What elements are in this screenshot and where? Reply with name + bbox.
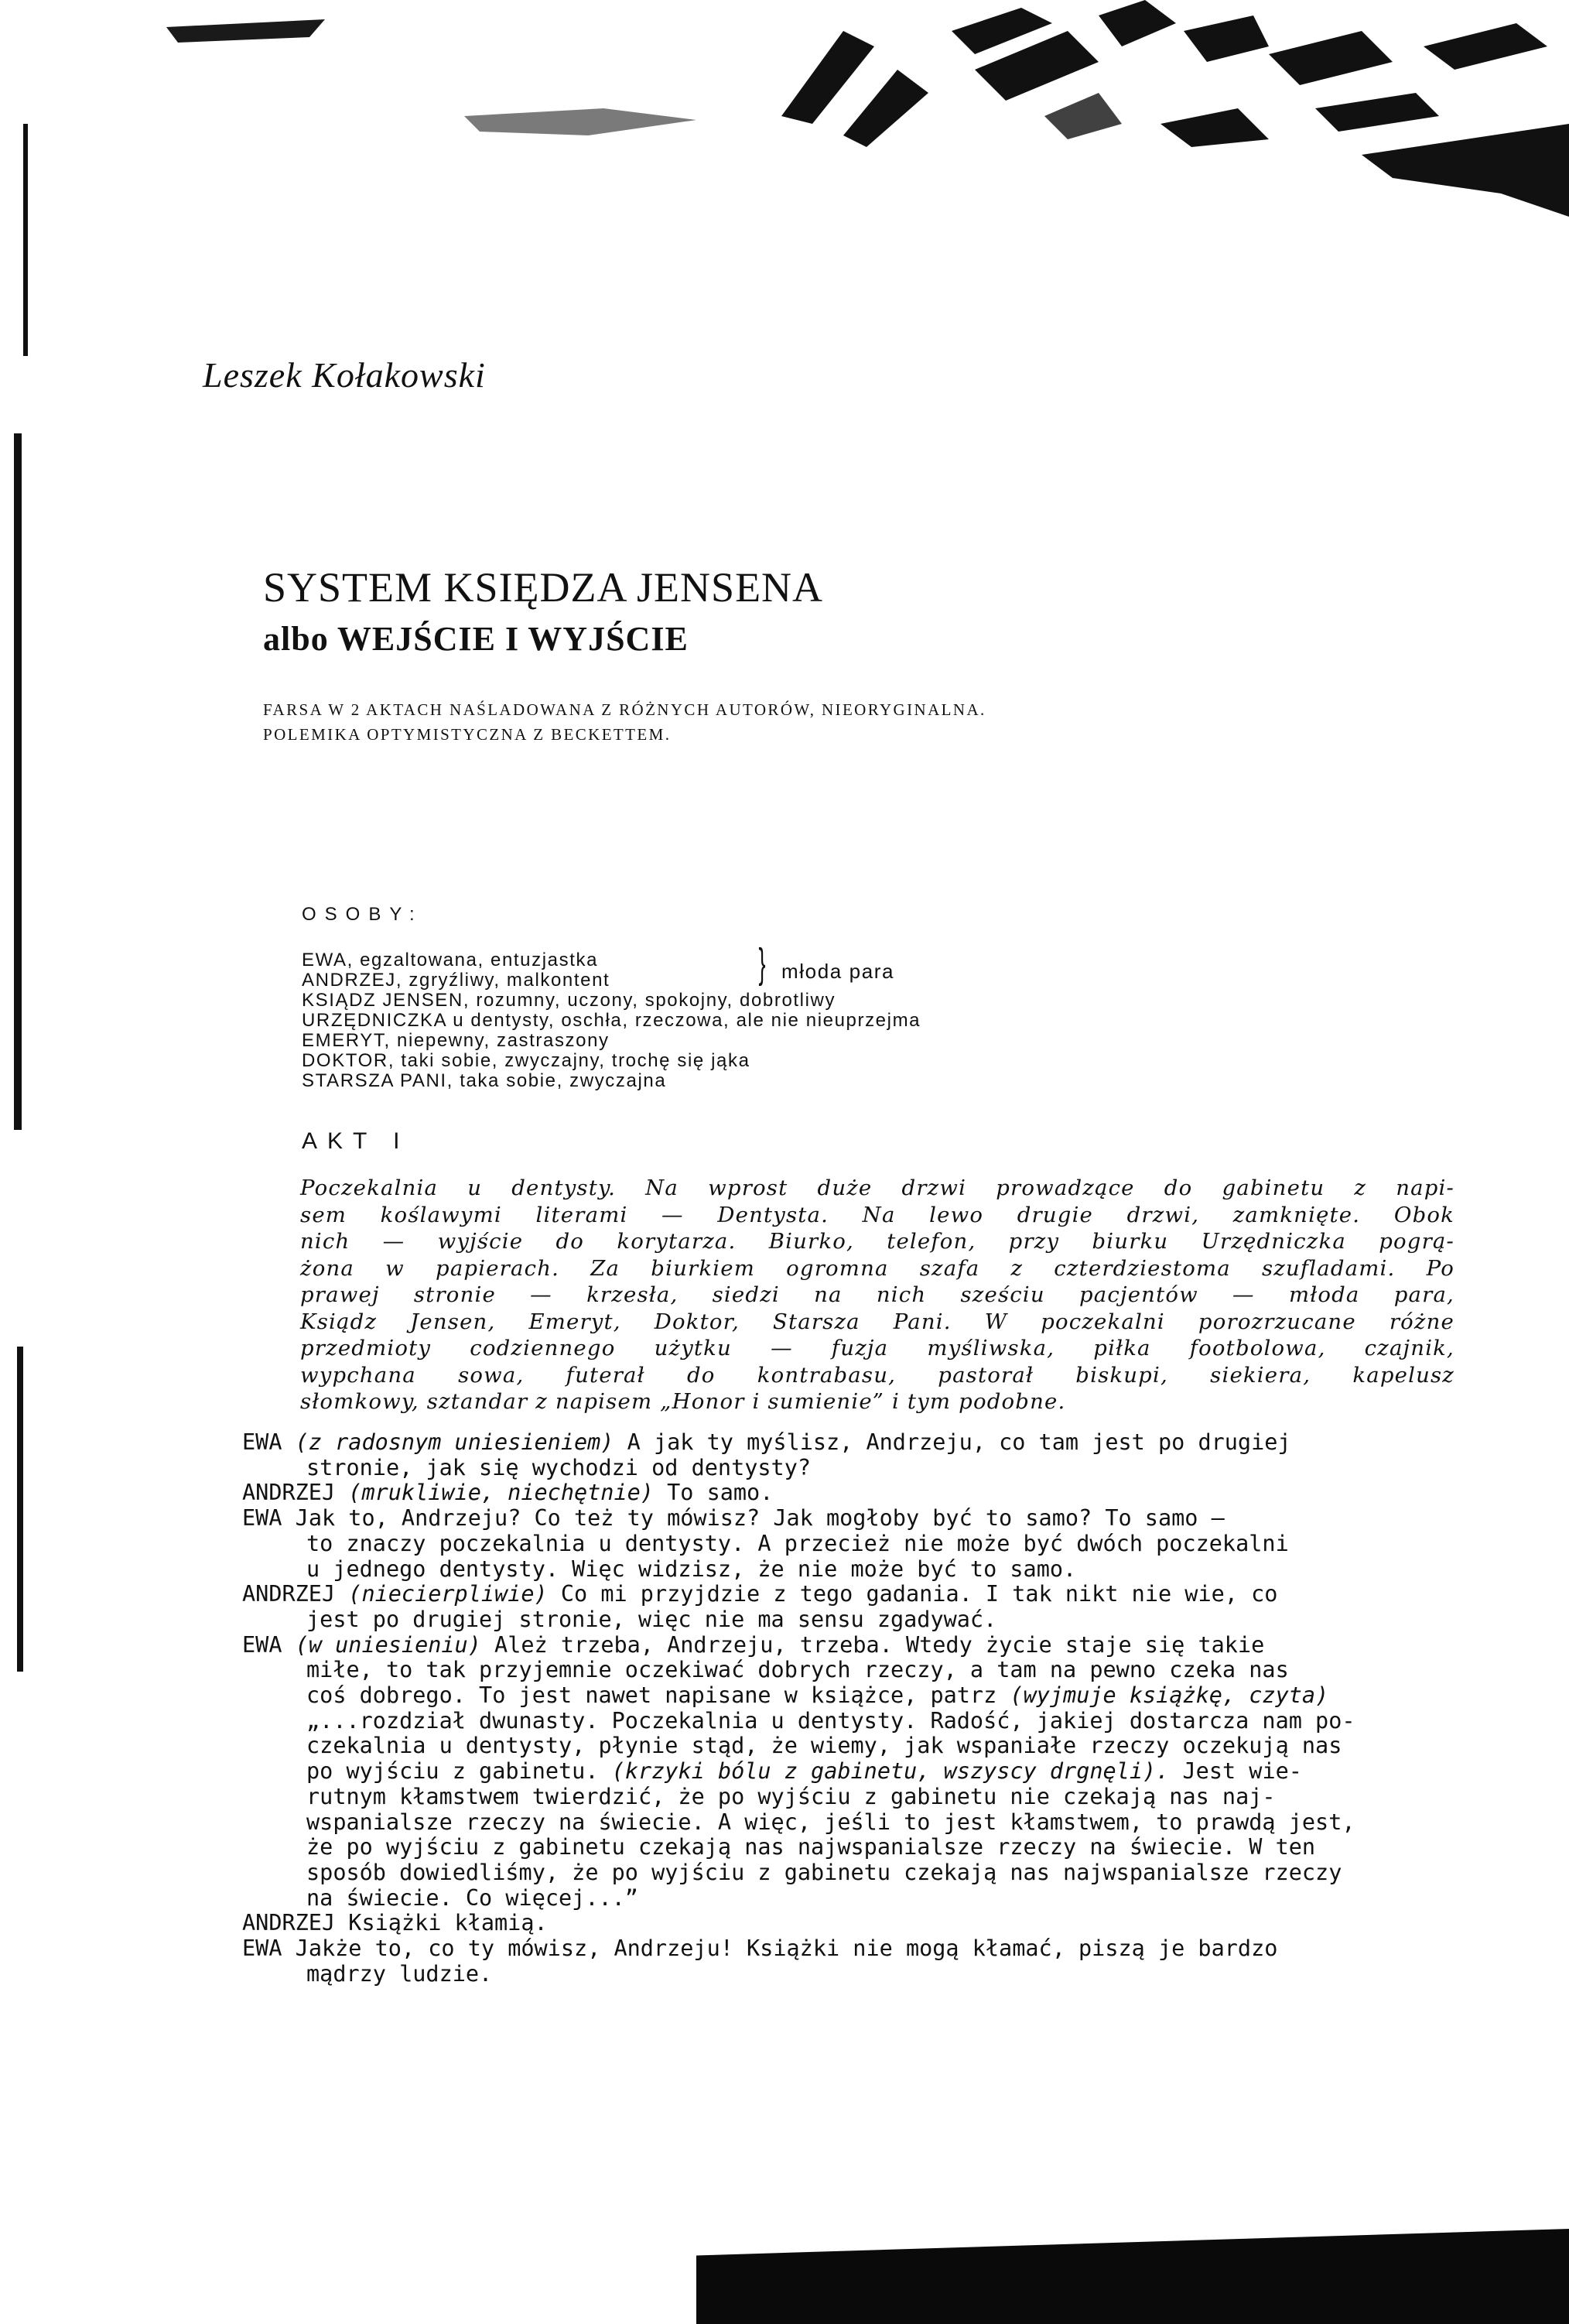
speaker-name: ANDRZEJ <box>242 1581 336 1607</box>
genre-line: POLEMIKA OPTYMISTYCZNA Z BECKETTEM. <box>263 725 672 744</box>
speaker-name: EWA <box>242 1631 282 1658</box>
dialogue-text: Ależ trzeba, Andrzeju, trzeba. Wtedy życie staje się takie <box>494 1631 1265 1658</box>
stage-direction-line: nich — wyjście do korytarza. Biurko, telefon, przy biurku Urzędniczka pogrą- <box>300 1229 1454 1254</box>
stage-direction-line: Ksiądz Jensen, Emeryt, Doktor, Starsza Pani. W poczekalni porozrzucane różne <box>300 1309 1454 1334</box>
dialogue-line: stronie, jak się wychodzi od dentysty? <box>306 1454 812 1480</box>
author-name: Leszek Kołakowski <box>203 355 486 395</box>
inline-direction: (wyjmuje książkę, czyta) <box>1010 1682 1329 1709</box>
dialogue-line <box>242 1936 1457 1962</box>
speaker-name: EWA <box>242 1505 282 1532</box>
dialogue-line: na świecie. Co więcej...” <box>306 1884 638 1911</box>
cast-entry: URZĘDNICZKA u dentysty, oschła, rzeczowa, ale nie nieuprzejma <box>302 1010 921 1031</box>
speaker-name: EWA <box>242 1936 282 1962</box>
dialogue-line: czekalnia u dentysty, płynie stąd, że wiemy, jak wspaniałe rzeczy oczekują nas <box>306 1733 1342 1759</box>
dialogue-line: rutnym kłamstwem twierdzić, że po wyjściu z gabinetu nie czekają nas naj- <box>306 1783 1276 1809</box>
cast-entry: DOKTOR, taki sobie, zwyczajny, trochę się jąka <box>302 1050 750 1071</box>
dialogue-line: miłe, to tak przyjemnie oczekiwać dobrych rzeczy, a tam na pewno czeka nas <box>306 1657 1289 1683</box>
stage-direction-line: żona w papierach. Za biurkiem ogromna szafa z czterdziestoma szufladami. Po <box>300 1255 1454 1281</box>
dialogue-line <box>242 1759 1457 1785</box>
speaker-direction: (mrukliwie, niechętnie) <box>348 1480 654 1506</box>
dialogue-line <box>242 1683 1457 1709</box>
dialogue-line: jest po drugiej stronie, więc nie ma sensu zgadywać. <box>306 1606 997 1632</box>
speaker-name: ANDRZEJ <box>242 1910 336 1936</box>
stage-direction <box>300 1175 1454 1415</box>
dialogue-line <box>242 1633 1457 1658</box>
speaker-name: EWA <box>242 1429 282 1455</box>
act-heading: AKT I <box>302 1128 410 1154</box>
dialogue-text: Jak to, Andrzeju? Co też ty mówisz? Jak mogłoby być to samo? To samo — <box>295 1505 1225 1532</box>
bottom-scan-bar <box>696 2229 1569 2324</box>
dialogue-text: Co mi przyjdzie z tego gadania. I tak nikt nie wie, co <box>560 1581 1278 1607</box>
dialogue-text: Jakże to, co ty mówisz, Andrzeju! Książki nie mogą kłamać, piszą je bardzo <box>295 1936 1278 1962</box>
play-title: SYSTEM KSIĘDZA JENSENA <box>263 564 824 611</box>
dialogue-line: wspanialsze rzeczy na świecie. A więc, jeśli to jest kłamstwem, to prawdą jest, <box>306 1809 1355 1835</box>
inline-direction: (krzyki bólu z gabinetu, wszyscy drgnęli). <box>611 1758 1170 1785</box>
stage-direction-line: słomkowy, sztandar z napisem „Honor i sumienie” i tym podobne. <box>300 1389 1066 1414</box>
dialogue-text: A jak ty myślisz, Andrzeju, co tam jest po drugiej <box>627 1429 1291 1455</box>
left-edge-marks <box>0 108 46 1734</box>
dialogue-line <box>242 1480 1457 1506</box>
dialogue-text: Książki kłamią. <box>348 1910 548 1936</box>
cast-entry: EWA, egzaltowana, entuzjastka <box>302 950 599 970</box>
dialogue-text: coś dobrego. To jest nawet napisane w książce, patrz <box>306 1682 997 1709</box>
dialogue <box>242 1430 1457 1987</box>
speaker-direction: (w uniesieniu) <box>295 1631 481 1658</box>
dialogue-line: to znaczy poczekalnia u dentysty. A przecież nie może być dwóch poczekalni <box>306 1530 1289 1556</box>
speaker-name: ANDRZEJ <box>242 1480 336 1506</box>
cast-entry: ANDRZEJ, zgryźliwy, malkontent <box>302 970 610 991</box>
cast-entry: STARSZA PANI, taka sobie, zwyczajna <box>302 1070 667 1091</box>
stage-direction-line: prawej stronie — krzesła, siedzi na nich sześciu pacjentów — młoda para, <box>300 1282 1454 1307</box>
cast-pair-label: młoda para <box>781 960 895 983</box>
stage-direction-line: wypchana sowa, futerał do kontrabasu, pastorał biskupi, siekiera, kapelusz <box>300 1362 1454 1388</box>
stage-direction-line: Poczekalnia u dentysty. Na wprost duże drzwi prowadzące do gabinetu z napi- <box>300 1176 1454 1200</box>
stage-direction-line: przedmioty codziennego użytku — fuzja myśliwska, piłka footbolowa, czajnik, <box>300 1336 1454 1361</box>
dialogue-line <box>242 1430 1457 1456</box>
speaker-direction: (niecierpliwie) <box>348 1581 548 1607</box>
dialogue-line: u jednego dentysty. Więc widzisz, że nie może być to samo. <box>306 1556 1077 1582</box>
dialogue-line <box>242 1911 1457 1936</box>
cast-entry: EMERYT, niepewny, zastraszony <box>302 1030 610 1051</box>
dialogue-text: po wyjściu z gabinetu. <box>306 1758 599 1785</box>
dialogue-text: To samo. <box>667 1480 774 1506</box>
dialogue-line <box>242 1506 1457 1532</box>
dialogue-line: mądrzy ludzie. <box>306 1960 493 1987</box>
dialogue-line: sposób dowiedliśmy, że po wyjściu z gabinetu czekają nas najwspanialsze rzeczy <box>306 1859 1342 1885</box>
genre-line: FARSA W 2 AKTACH NAŚLADOWANA Z RÓŻNYCH AUTORÓW, NIEORYGINALNA. <box>263 700 986 719</box>
stage-direction-line: sem koślawymi literami — Dentysta. Na lewo drugie drzwi, zamknięte. Obok <box>300 1202 1454 1227</box>
cast-heading: OSOBY: <box>302 904 423 925</box>
top-illustration <box>0 0 1569 263</box>
play-subtitle: albo WEJŚCIE I WYJŚCIE <box>263 620 689 658</box>
cast-entry: KSIĄDZ JENSEN, rozumny, uczony, spokojny, dobrotliwy <box>302 990 836 1011</box>
dialogue-text: Jest wie- <box>1182 1758 1302 1785</box>
dialogue-line: „...rozdział dwunasty. Poczekalnia u dentysty. Radość, jakiej dostarcza nam po- <box>306 1707 1355 1734</box>
dialogue-line: że po wyjściu z gabinetu czekają nas najwspanialsze rzeczy na świecie. W ten <box>306 1834 1316 1860</box>
brace-icon: } <box>758 940 766 987</box>
dialogue-line <box>242 1582 1457 1607</box>
speaker-direction: (z radosnym uniesieniem) <box>295 1429 614 1455</box>
